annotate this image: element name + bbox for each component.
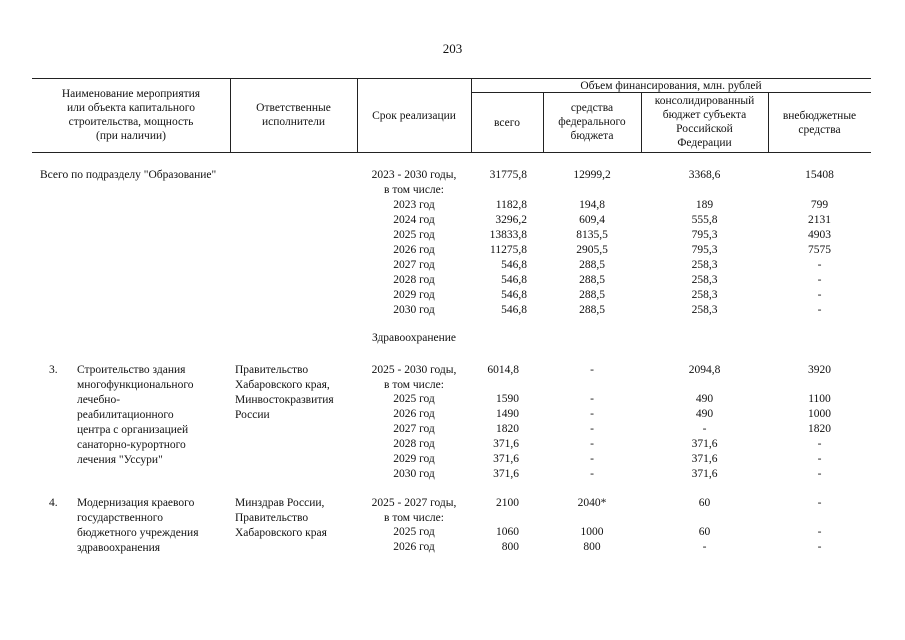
header-name: Наименование мероприятия или объекта капитального строительства, мощность (при наличии) [61, 88, 201, 142]
year-total: 546,8 [501, 274, 527, 286]
year-federal: 288,5 [579, 304, 605, 316]
year-label: 2029 год [393, 453, 435, 465]
item-number: 4. [49, 497, 58, 509]
summary-period: 2023 - 2030 годы, [371, 169, 457, 181]
item-total: 2100 [496, 497, 519, 509]
year-regional: 258,3 [691, 289, 718, 301]
year-extrabudget: 7575 [808, 244, 831, 256]
year-extrabudget: - [817, 453, 822, 465]
item-extrabudget: 3920 [808, 364, 831, 376]
item-total: 6014,8 [487, 364, 519, 376]
year-extrabudget: - [817, 526, 822, 538]
header-term: Срок реализации [372, 110, 456, 122]
year-federal: 288,5 [579, 259, 605, 271]
year-total: 800 [501, 541, 519, 553]
year-total: 11275,8 [490, 244, 527, 256]
year-total: 1490 [496, 408, 519, 420]
item-regional: 2094,8 [688, 364, 721, 376]
header-regional: консолидированный бюджет субъекта Российской Федерации [654, 95, 755, 149]
year-regional: 189 [695, 199, 714, 211]
year-regional: 371,6 [691, 468, 718, 480]
year-total: 1820 [496, 423, 519, 435]
item-period: 2025 - 2030 годы, [371, 364, 457, 376]
year-total: 1590 [496, 393, 519, 405]
year-federal: 288,5 [579, 274, 605, 286]
year-regional: 258,3 [691, 259, 718, 271]
year-total: 13833,8 [489, 229, 527, 241]
year-extrabudget: - [817, 541, 822, 553]
item-executors: Минздрав России, Правительство Хабаровского края [235, 497, 327, 539]
year-extrabudget: - [817, 274, 822, 286]
year-regional: 795,3 [691, 244, 718, 256]
section-title: Здравоохранение [371, 332, 457, 344]
year-extrabudget: - [817, 468, 822, 480]
item-period: 2025 - 2027 годы, [371, 497, 457, 509]
year-label: 2026 год [393, 541, 435, 553]
year-regional: 371,6 [691, 453, 718, 465]
year-label: 2028 год [393, 274, 435, 286]
item-federal: 2040* [577, 497, 607, 509]
year-federal: - [590, 393, 594, 405]
header-federal: средства федерального бюджета [558, 102, 626, 142]
year-regional: 795,3 [691, 229, 718, 241]
year-regional: 555,8 [691, 214, 718, 226]
item-executors: Правительство Хабаровского края, Минвостокразвития России [235, 364, 334, 421]
item-incl: в том числе: [384, 512, 444, 524]
year-total: 371,6 [493, 468, 519, 480]
year-extrabudget: 4903 [808, 229, 831, 241]
year-total: 371,6 [493, 453, 519, 465]
year-extrabudget: 2131 [808, 214, 831, 226]
year-extrabudget: - [817, 289, 822, 301]
page-number: 203 [442, 41, 463, 56]
summary-name: Всего по подразделу "Образование" [40, 169, 217, 181]
year-label: 2025 год [393, 229, 435, 241]
summary-regional: 3368,6 [688, 169, 721, 181]
year-extrabudget: 1100 [808, 393, 831, 405]
year-regional: 490 [695, 408, 714, 420]
year-extrabudget: 1820 [808, 423, 831, 435]
year-total: 1060 [496, 526, 519, 538]
year-federal: 2905,5 [576, 244, 608, 256]
year-regional: - [702, 423, 707, 435]
year-extrabudget: - [817, 259, 822, 271]
year-federal: - [590, 468, 594, 480]
year-federal: - [590, 438, 594, 450]
year-total: 546,8 [501, 289, 527, 301]
summary-incl: в том числе: [384, 184, 444, 196]
header-extrabudget: внебюджетные средства [782, 110, 857, 136]
summary-extrabudget: 15408 [805, 169, 834, 181]
year-extrabudget: - [817, 438, 822, 450]
year-regional: 60 [698, 526, 711, 538]
item-incl: в том числе: [384, 379, 444, 391]
year-label: 2025 год [393, 393, 435, 405]
year-federal: - [590, 453, 594, 465]
year-label: 2026 год [393, 244, 435, 256]
year-label: 2028 год [393, 438, 435, 450]
year-label: 2029 год [393, 289, 435, 301]
year-total: 1182,8 [495, 199, 527, 211]
year-label: 2027 год [393, 423, 435, 435]
item-extrabudget: - [817, 497, 822, 509]
year-label: 2023 год [393, 199, 435, 211]
year-extrabudget: - [817, 304, 822, 316]
year-total: 3296,2 [495, 214, 527, 226]
year-label: 2030 год [393, 468, 435, 480]
year-label: 2030 год [393, 304, 435, 316]
header-bottom-rule [32, 152, 871, 153]
year-total: 546,8 [501, 259, 527, 271]
year-regional: 258,3 [691, 304, 718, 316]
item-name: Строительство здания многофункционального лечебно- реабилитационного центра с организацией санаторно-курортного лечения "Уссури" [77, 364, 194, 466]
year-federal: 194,8 [579, 199, 605, 211]
year-federal: - [590, 423, 594, 435]
year-regional: 371,6 [691, 438, 718, 450]
year-extrabudget: 799 [810, 199, 829, 211]
year-federal: 288,5 [579, 289, 605, 301]
item-name: Модернизация краевого государственного бюджетного учреждения здравоохранения [77, 497, 199, 554]
year-total: 546,8 [501, 304, 527, 316]
summary-total: 31775,8 [489, 169, 527, 181]
year-federal: 800 [583, 541, 601, 553]
year-label: 2027 год [393, 259, 435, 271]
item-federal: - [590, 364, 594, 376]
year-regional: 258,3 [691, 274, 718, 286]
year-label: 2026 год [393, 408, 435, 420]
summary-federal: 12999,2 [573, 169, 611, 181]
item-number: 3. [49, 364, 58, 376]
year-total: 371,6 [493, 438, 519, 450]
header-financing: Объем финансирования, млн. рублей [580, 80, 762, 92]
year-federal: 609,4 [579, 214, 605, 226]
year-federal: 8135,5 [576, 229, 608, 241]
year-federal: - [590, 408, 594, 420]
header-total: всего [494, 117, 520, 129]
year-regional: 490 [695, 393, 714, 405]
year-regional: - [702, 541, 707, 553]
year-extrabudget: 1000 [808, 408, 831, 420]
item-regional: 60 [698, 497, 711, 509]
header-executors: Ответственные исполнители [256, 102, 331, 128]
year-label: 2024 год [393, 214, 435, 226]
year-federal: 1000 [580, 526, 604, 538]
year-label: 2025 год [393, 526, 435, 538]
